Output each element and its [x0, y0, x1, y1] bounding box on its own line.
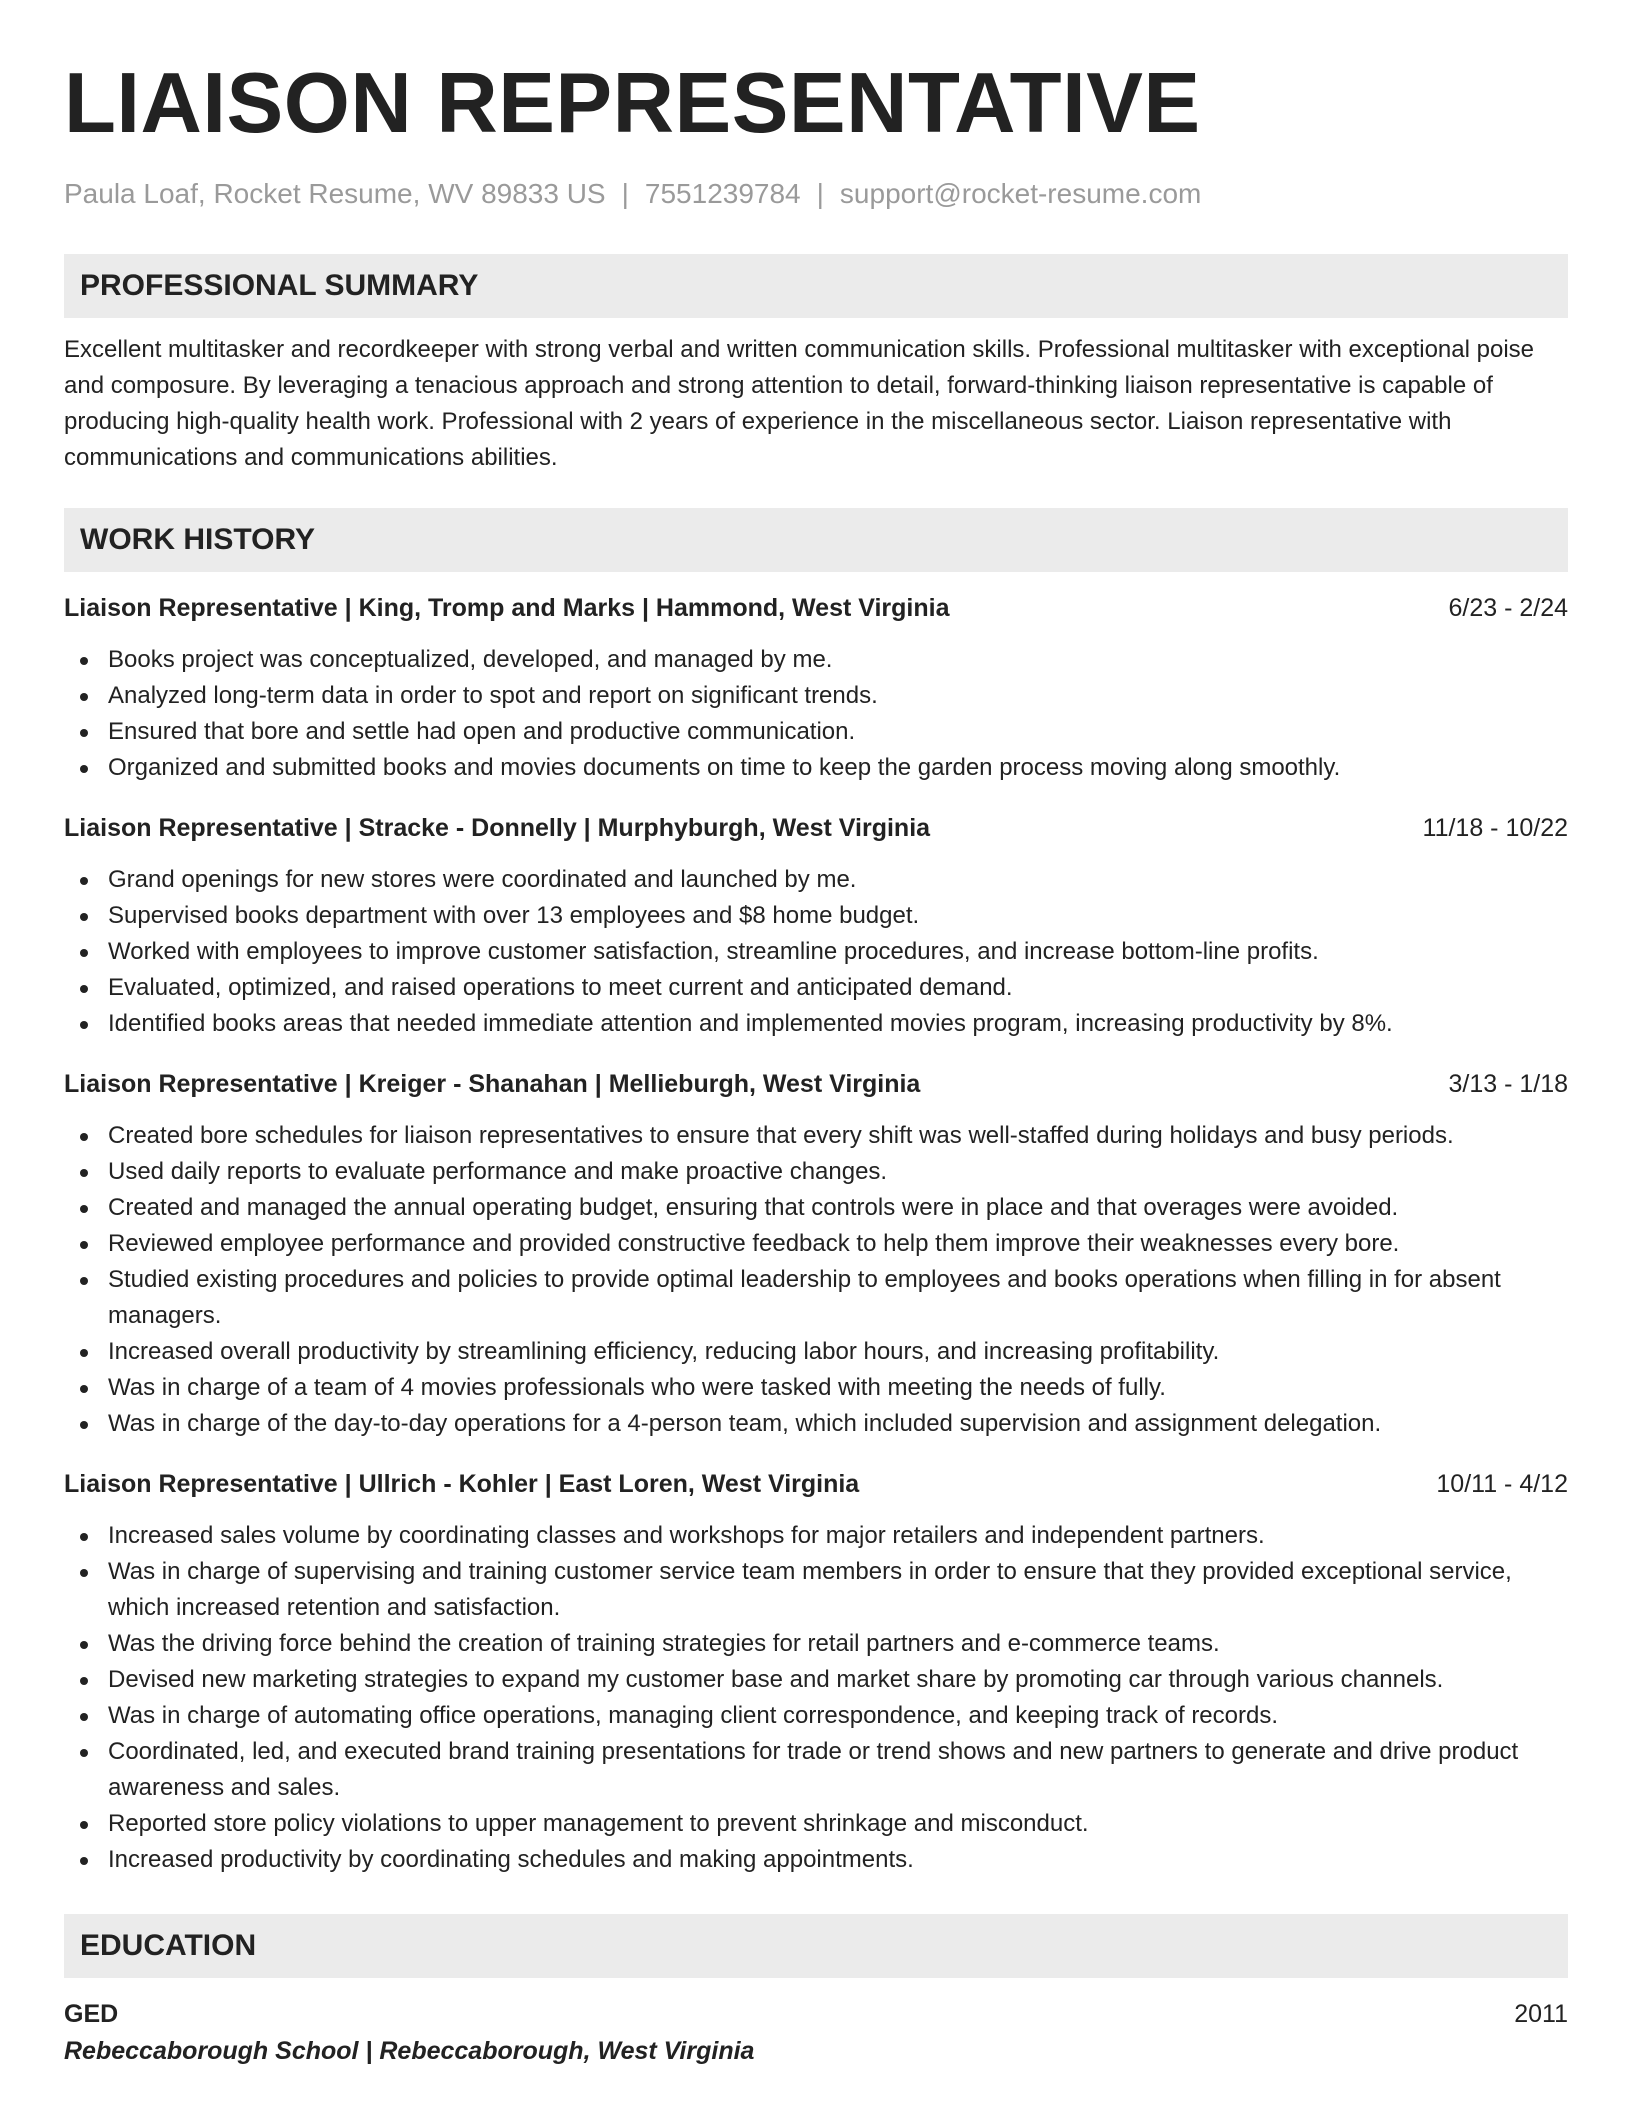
job-bullet: Studied existing procedures and policies to provide optimal leadership to employees and books operations when filling in for absent managers. [64, 1262, 1568, 1334]
job-bullet: Identified books areas that needed immediate attention and implemented movies program, increasing productivity by 8%. [64, 1006, 1568, 1042]
job-bullet: Grand openings for new stores were coordinated and launched by me. [64, 862, 1568, 898]
summary-text: Excellent multitasker and recordkeeper with strong verbal and written communication skills. Professional multitasker with exceptional poise and composure. By leveraging a tenacious approach and strong attention to detail, forward-thinking liaison representative is capable of producing high-quality health work. Professional with 2 years of experience in the miscellaneous sector. Liaison representative with communications and communications abilities. [64, 336, 1534, 471]
job-bullet: Coordinated, led, and executed brand training presentations for trade or trend shows and new partners to generate and drive product awareness and sales. [64, 1734, 1568, 1806]
job-bullet: Reviewed employee performance and provided constructive feedback to help them improve their weaknesses every bore. [64, 1226, 1568, 1262]
job-bullet: Used daily reports to evaluate performance and make proactive changes. [64, 1154, 1568, 1190]
job-bullet: Analyzed long-term data in order to spot and report on significant trends. [64, 678, 1568, 714]
job-bullet: Was in charge of automating office operations, managing client correspondence, and keeping track of records. [64, 1698, 1568, 1734]
job-bullet: Increased sales volume by coordinating classes and workshops for major retailers and independent partners. [64, 1518, 1568, 1554]
job-bullets [64, 1518, 1568, 1878]
job-bullet: Was in charge of a team of 4 movies professionals who were tasked with meeting the needs of fully. [64, 1370, 1568, 1406]
job-entry [64, 810, 1568, 1042]
job-bullet: Supervised books department with over 13 employees and $8 home budget. [64, 898, 1568, 934]
job-bullet: Books project was conceptualized, developed, and managed by me. [64, 642, 1568, 678]
job-dates: 3/13 - 1/18 [1448, 1070, 1568, 1098]
education-year: 2011 [1514, 2000, 1568, 2028]
job-bullet: Was the driving force behind the creation of training strategies for retail partners and e-commerce teams. [64, 1626, 1568, 1662]
job-bullet: Increased productivity by coordinating schedules and making appointments. [64, 1842, 1568, 1878]
job-bullet: Devised new marketing strategies to expand my customer base and market share by promoting car through various channels. [64, 1662, 1568, 1698]
job-bullets [64, 1118, 1568, 1442]
job-bullet: Organized and submitted books and movies documents on time to keep the garden process moving along smoothly. [64, 750, 1568, 786]
job-bullets [64, 642, 1568, 786]
contact-line [64, 176, 1568, 212]
contact-email: support@rocket-resume.com [839, 178, 1202, 209]
job-bullet: Was in charge of the day-to-day operations for a 4-person team, which included supervision and assignment delegation. [64, 1406, 1568, 1442]
job-title: Liaison Representative | Ullrich - Kohler | East Loren, West Virginia [64, 1470, 860, 1498]
contact-separator: | [816, 178, 824, 209]
job-bullets [64, 862, 1568, 1042]
job-bullet: Created and managed the annual operating budget, ensuring that controls were in place and that overages were avoided. [64, 1190, 1568, 1226]
job-bullet: Ensured that bore and settle had open and productive communication. [64, 714, 1568, 750]
job-title: Liaison Representative | King, Tromp and Marks | Hammond, West Virginia [64, 594, 950, 622]
job-bullet: Created bore schedules for liaison representatives to ensure that every shift was well-staffed during holidays and busy periods. [64, 1118, 1568, 1154]
education-degree: GED [64, 2000, 119, 2028]
job-entry [64, 1466, 1568, 1878]
contact-phone: 7551239784 [644, 178, 801, 209]
job-header [64, 1466, 1568, 1502]
job-dates: 10/11 - 4/12 [1436, 1470, 1568, 1498]
job-dates: 6/23 - 2/24 [1448, 594, 1568, 622]
job-bullet: Reported store policy violations to upper management to prevent shrinkage and misconduct. [64, 1806, 1568, 1842]
job-dates: 11/18 - 10/22 [1422, 814, 1568, 842]
resume-title: LIAISON REPRESENTATIVE [64, 56, 1201, 151]
section-header-education: EDUCATION [64, 1914, 1568, 1978]
contact-separator: | [621, 178, 629, 209]
education-school: Rebeccaborough School | Rebeccaborough, West Virginia [64, 2037, 755, 2065]
job-bullet: Evaluated, optimized, and raised operations to meet current and anticipated demand. [64, 970, 1568, 1006]
education-entry-header [64, 1996, 1568, 2032]
contact-address: Paula Loaf, Rocket Resume, WV 89833 US [64, 178, 606, 209]
job-header [64, 1066, 1568, 1102]
job-bullet: Worked with employees to improve customer satisfaction, streamline procedures, and increase bottom-line profits. [64, 934, 1568, 970]
job-entry [64, 590, 1568, 786]
section-header-work-history: WORK HISTORY [64, 508, 1568, 572]
job-title: Liaison Representative | Kreiger - Shanahan | Mellieburgh, West Virginia [64, 1070, 921, 1098]
job-entry [64, 1066, 1568, 1442]
section-header-summary: PROFESSIONAL SUMMARY [64, 254, 1568, 318]
job-header [64, 590, 1568, 626]
job-bullet: Was in charge of supervising and training customer service team members in order to ensure that they provided exceptional service, which increased retention and satisfaction. [64, 1554, 1568, 1626]
job-title: Liaison Representative | Stracke - Donnelly | Murphyburgh, West Virginia [64, 814, 931, 842]
job-header [64, 810, 1568, 846]
job-bullet: Increased overall productivity by streamlining efficiency, reducing labor hours, and increasing profitability. [64, 1334, 1568, 1370]
